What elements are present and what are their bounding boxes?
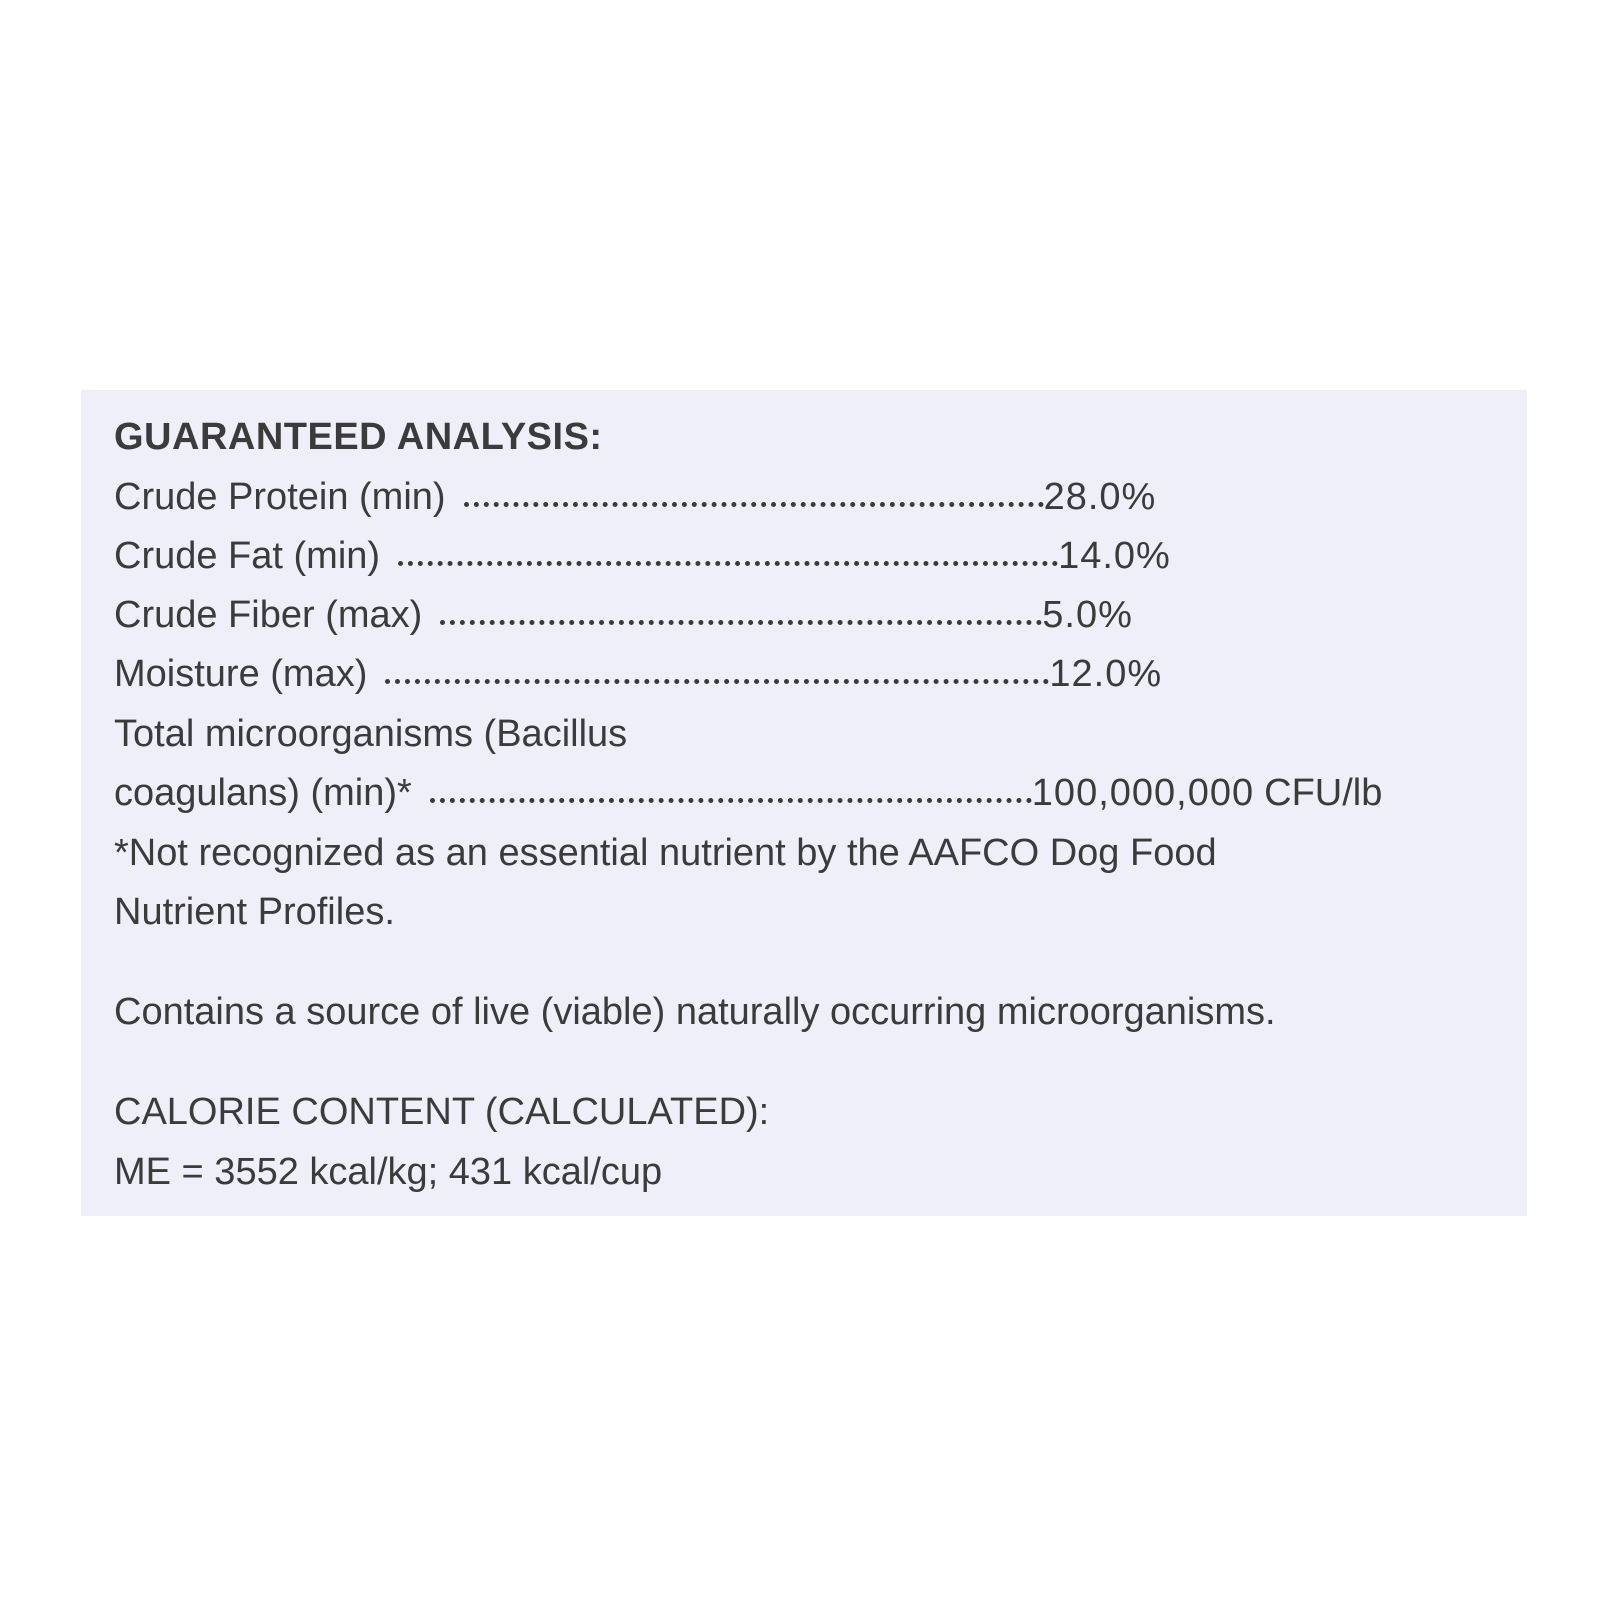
nutrient-value: 100,000,000 <box>1031 772 1255 814</box>
dot-leader <box>440 614 1042 625</box>
nutrient-name: coagulans) (min)* <box>114 772 412 814</box>
dot-leader <box>385 673 1049 684</box>
nutrient-unit: CFU/lb <box>1264 772 1383 814</box>
footnote-line2: Nutrient Profiles. <box>114 891 395 933</box>
guaranteed-analysis-panel <box>81 390 1527 1216</box>
nutrient-value: 5.0% <box>1042 594 1133 636</box>
nutrient-value: 12.0% <box>1049 653 1163 695</box>
analysis-row-crude-fiber <box>114 596 1133 634</box>
analysis-heading: GUARANTEED ANALYSIS: <box>114 416 603 458</box>
nutrient-name: Moisture (max) <box>114 653 368 695</box>
analysis-row-crude-protein <box>114 478 1156 516</box>
calorie-content-value: ME = 3552 kcal/kg; 431 kcal/cup <box>114 1151 663 1193</box>
dot-leader <box>430 792 1032 803</box>
nutrient-name: Crude Protein (min) <box>114 476 446 518</box>
calorie-content-heading: CALORIE CONTENT (CALCULATED): <box>114 1091 770 1133</box>
dot-leader <box>464 496 1044 507</box>
nutrient-value: 28.0% <box>1043 476 1157 518</box>
microorganisms-label-line1: Total microorganisms (Bacillus <box>114 713 628 755</box>
live-microorganisms-statement: Contains a source of live (viable) naturally occurring microorganisms. <box>114 991 1276 1033</box>
analysis-row-microorganisms <box>114 774 1382 812</box>
nutrient-value: 14.0% <box>1058 535 1171 577</box>
dot-leader <box>398 555 1058 566</box>
analysis-row-crude-fat <box>114 537 1171 575</box>
analysis-row-moisture <box>114 655 1162 693</box>
nutrient-name: Crude Fat (min) <box>114 535 381 577</box>
nutrient-name: Crude Fiber (max) <box>114 594 423 636</box>
footnote-line1: *Not recognized as an essential nutrient by the AAFCO Dog Food <box>114 832 1217 874</box>
